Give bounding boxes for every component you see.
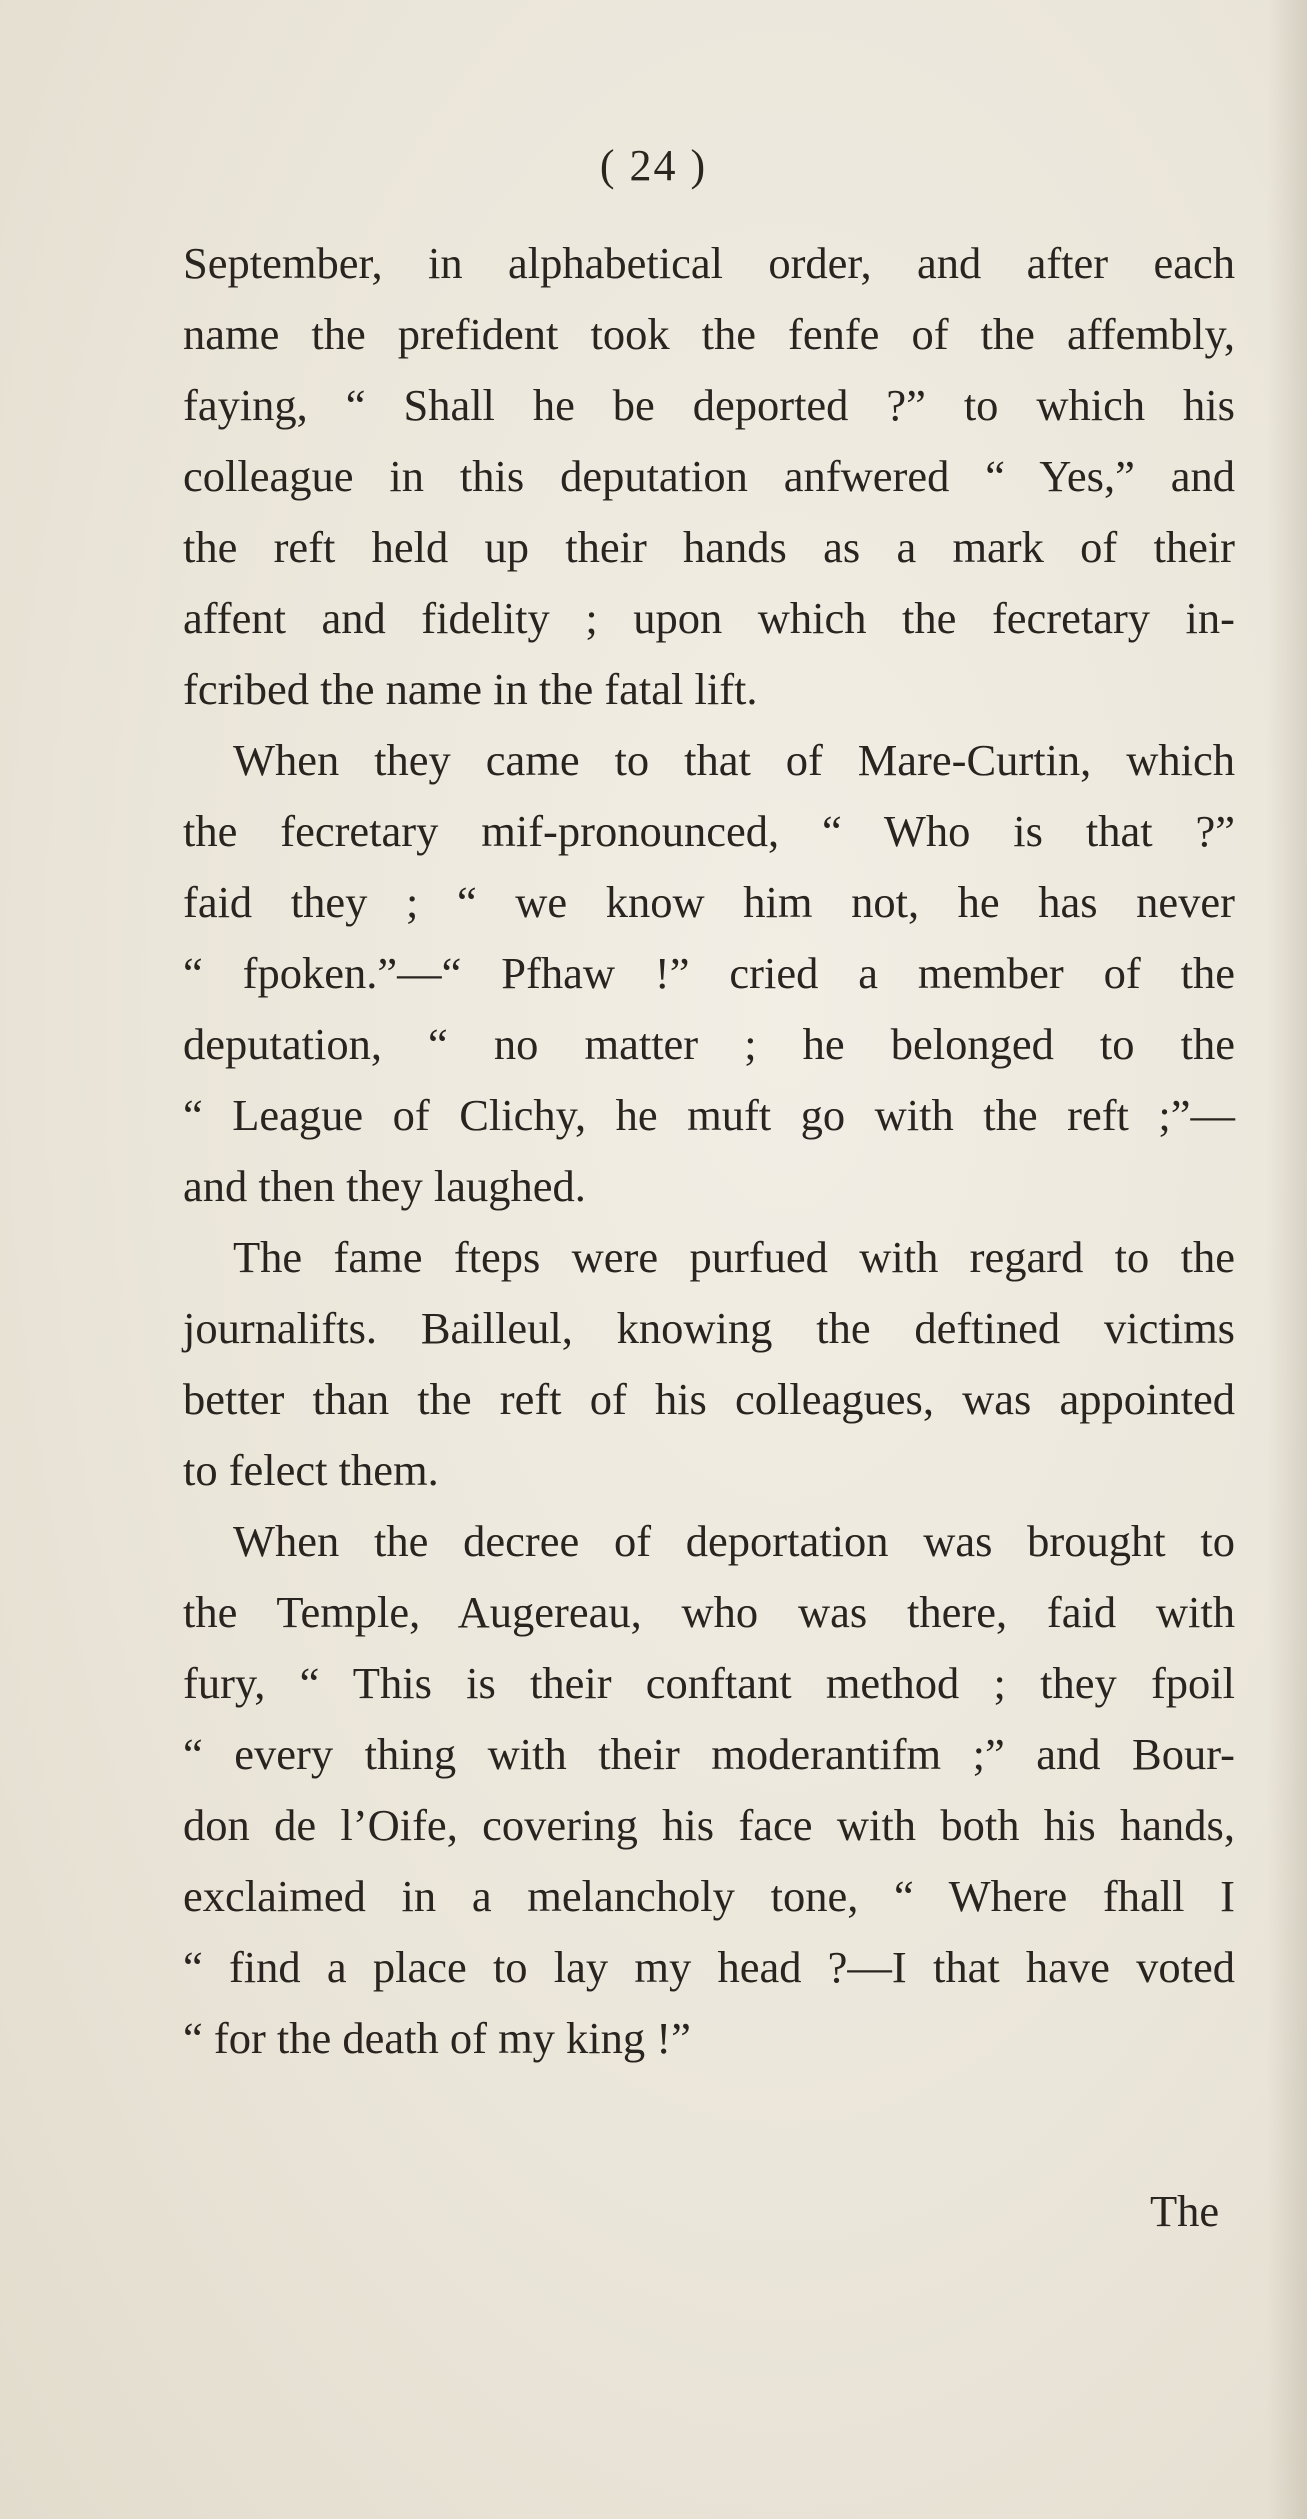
text-line: better than the reft of his colleagues, was appointed	[183, 1374, 1235, 1424]
text-line: “ find a place to lay my head ?—I that have voted	[183, 1942, 1235, 1992]
page-edge-shadow	[1267, 0, 1307, 2519]
text-line: The fame fteps were purfued with regard to the	[233, 1232, 1235, 1282]
text-line: “ every thing with their moderantifm ;” and Bour-	[183, 1729, 1235, 1779]
text-line: fury, “ This is their conftant method ; they fpoil	[183, 1658, 1235, 1708]
text-line: faid they ; “ we know him not, he has never	[183, 877, 1235, 927]
page-number: ( 24 )	[599, 141, 708, 190]
text-line: journalifts. Bailleul, knowing the deftined victims	[183, 1303, 1235, 1353]
text-line: faying, “ Shall he be deported ?” to which his	[183, 380, 1235, 430]
text-line: don de l’Oife, covering his face with both his hands,	[183, 1800, 1235, 1850]
catchword: The	[1150, 2186, 1220, 2236]
text-line: deputation, “ no matter ; he belonged to the	[183, 1019, 1235, 1069]
text-line: colleague in this deputation anfwered “ Yes,” and	[183, 451, 1235, 501]
body-text	[183, 228, 1235, 2074]
text-line: the Temple, Augereau, who was there, faid with	[183, 1587, 1235, 1637]
text-line: “ League of Clichy, he muft go with the reft ;”—	[183, 1090, 1235, 1140]
text-line: fcribed the name in the fatal lift.	[183, 664, 758, 714]
text-line: “ fpoken.”—“ Pfhaw !” cried a member of the	[183, 948, 1235, 998]
text-line: the reft held up their hands as a mark of their	[183, 522, 1235, 572]
text-line: and then they laughed.	[183, 1161, 586, 1211]
text-line: affent and fidelity ; upon which the fecretary in-	[183, 593, 1235, 643]
text-line: When the decree of deportation was brought to	[233, 1516, 1235, 1566]
text-line: “ for the death of my king !”	[183, 2013, 691, 2063]
text-line: When they came to that of Mare-Curtin, which	[233, 735, 1235, 785]
text-line: to felect them.	[183, 1445, 439, 1495]
text-line: the fecretary mif-pronounced, “ Who is that ?”	[183, 806, 1235, 856]
text-line: September, in alphabetical order, and after each	[183, 238, 1235, 288]
text-line: name the prefident took the fenfe of the affembly,	[183, 309, 1235, 359]
text-line: exclaimed in a melancholy tone, “ Where fhall I	[183, 1871, 1235, 1921]
